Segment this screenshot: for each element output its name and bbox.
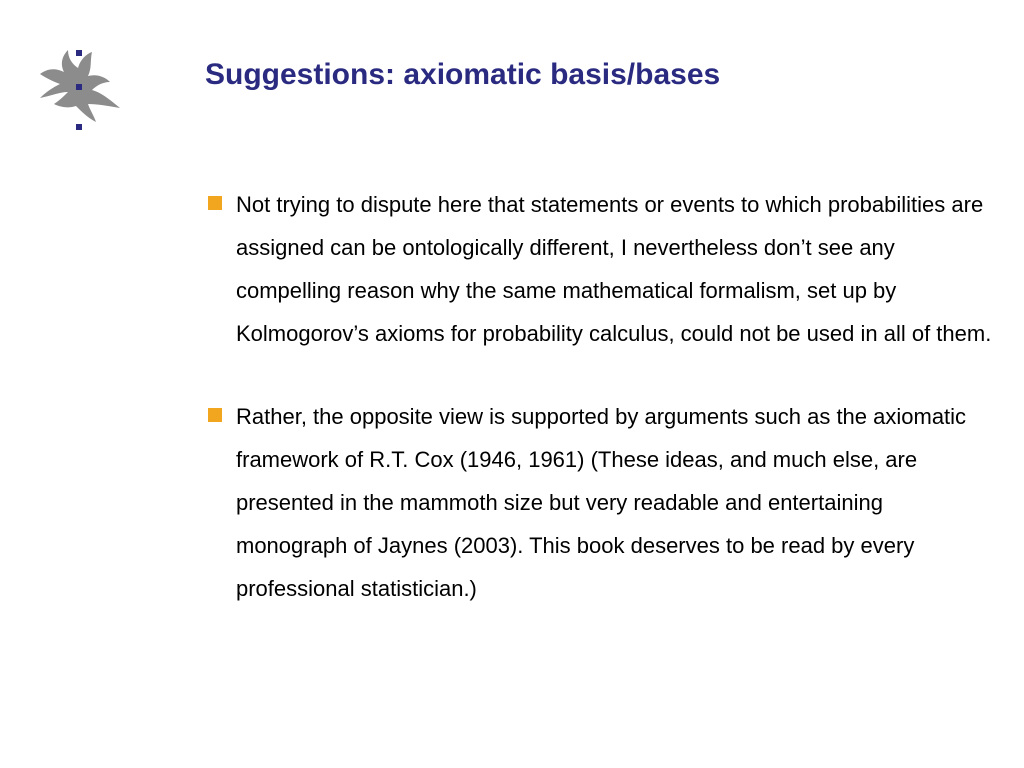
square-bullet-icon: [208, 196, 222, 210]
bullet-text: Not trying to dispute here that statements or events to which probabilities are assigned can be ontologically different, I nevertheless don’t see any compelling reason why the same mathematical formalism, set up by Kolmogorov’s axioms for probability calculus, could not be used in all of them.: [236, 192, 992, 346]
logo-dot-1: [76, 50, 82, 56]
slide-title: Suggestions: axiomatic basis/bases: [205, 58, 721, 91]
bullet-text: Rather, the opposite view is supported by arguments such as the axiomatic framework of R.T. Cox (1946, 1961) (These ideas, and much else, are presented in the mammoth size but very readable and entertaining monograph of Jaynes (2003). This book deserves to be read by every professional statistician.): [236, 404, 967, 601]
bullet-item-kolmogorov: [208, 183, 998, 355]
logo-dot-2: [76, 84, 82, 90]
square-bullet-icon: [208, 408, 222, 422]
university-flame-logo-icon: [34, 46, 126, 136]
logo-dot-3: [76, 124, 82, 130]
bullet-item-cox-jaynes: [208, 395, 998, 610]
bullet-list: [208, 183, 998, 650]
